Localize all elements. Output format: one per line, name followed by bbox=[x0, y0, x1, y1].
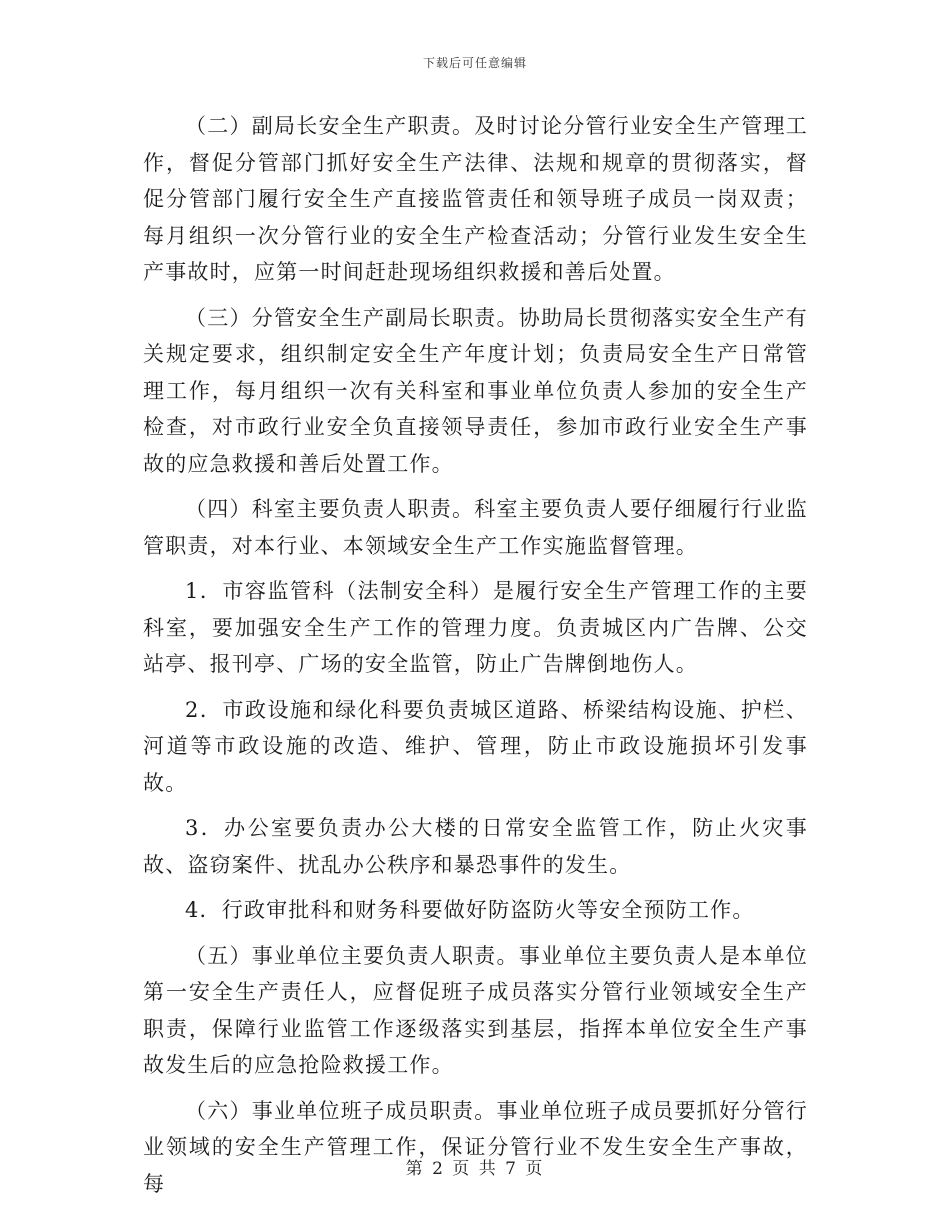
paragraph-2-deputy-director: （二）副局长安全生产职责。及时讨论分管行业安全生产管理工作，督促分管部门抓好安全生产法律、法规和规章的贯彻落实，督促分管部门履行安全生产直接监管责任和领导班子成员一岗双责；每月组织一次分管行业的安全生产检查活动；分管行业发生安全生产事故时，应第一时间赶赴现场组织救援和善后处置。 bbox=[143, 114, 808, 284]
paragraph-item-2: 2．市政设施和绿化科要负责城区道路、桥梁结构设施、护栏、河道等市政设施的改造、维护、管理，防止市政设施损坏引发事故。 bbox=[143, 697, 808, 795]
paragraph-5-institution-heads: （五）事业单位主要负责人职责。事业单位主要负责人是本单位第一安全生产责任人，应督促班子成员落实分管行业领域安全生产职责，保障行业监管工作逐级落实到基层，指挥本单位安全生产事故发生后的应急抢险救援工作。 bbox=[143, 943, 808, 1077]
paragraph-6-institution-members: （六）事业单位班子成员职责。事业单位班子成员要抓好分管行业领域的安全生产管理工作，保证分管行业不发生安全生产事故，每 bbox=[143, 1098, 808, 1196]
paragraph-item-3: 3．办公室要负责办公大楼的日常安全监管工作，防止火灾事故、盗窃案件、扰乱办公秩序和暴恐事件的发生。 bbox=[143, 816, 808, 877]
paragraph-item-4: 4．行政审批科和财务科要做好防盗防火等安全预防工作。 bbox=[185, 898, 755, 922]
paragraph-item-1: 1．市容监管科（法制安全科）是履行安全生产管理工作的主要科室，要加强安全生产工作的管理力度。负责城区内广告牌、公交站亭、报刊亭、广场的安全监管，防止广告牌倒地伤人。 bbox=[143, 579, 808, 676]
page-header: 下载后可任意编辑 bbox=[422, 56, 527, 70]
page-number: 第 2 页 共 7 页 bbox=[405, 1159, 545, 1179]
paragraph-3-safety-deputy-director: （三）分管安全生产副局长职责。协助局长贯彻落实安全生产有关规定要求，组织制定安全生产年度计划；负责局安全生产日常管理工作，每月组织一次有关科室和事业单位负责人参加的安全生产检查，对市政行业安全负直接领导责任，参加市政行业安全生产事故的应急救援和善后处置工作。 bbox=[143, 305, 808, 476]
document-body bbox=[143, 108, 808, 1211]
paragraph-4-section-heads: （四）科室主要负责人职责。科室主要负责人要仔细履行行业监管职责，对本行业、本领域安全生产工作实施监督管理。 bbox=[143, 497, 808, 558]
